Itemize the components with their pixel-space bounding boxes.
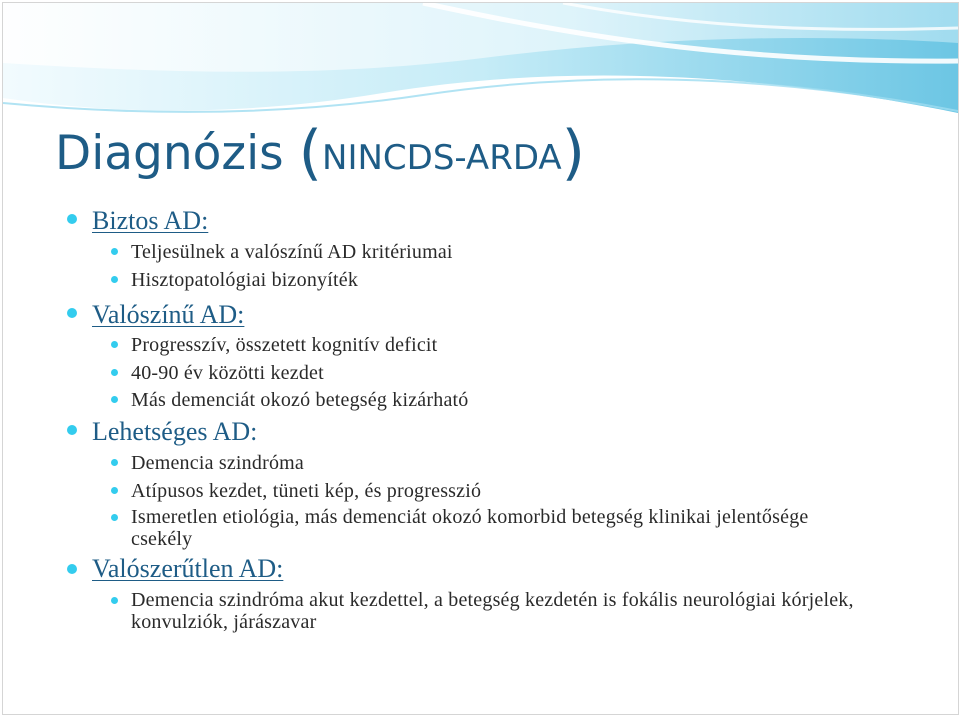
section-heading: Lehetséges AD:: [92, 417, 258, 446]
bullet-icon: [67, 564, 77, 574]
list-item: Progresszív, összetett kognitív deficit: [131, 334, 438, 356]
bullet-icon: [67, 308, 77, 318]
list-item: Hisztopatológiai bizonyíték: [131, 269, 359, 291]
bullet-icon: [111, 396, 118, 403]
bullet-icon: [111, 248, 118, 255]
section-heading: Valószerűtlen AD:: [92, 554, 284, 583]
bullet-icon: [111, 597, 118, 604]
bullet-icon: [111, 276, 118, 283]
bullet-content: [3, 3, 958, 714]
title-abbreviation: NINCDS-ARDA: [322, 138, 562, 178]
list-item: 40-90 év közötti kezdet: [131, 362, 324, 384]
bullet-icon: [67, 425, 77, 435]
section-heading: Biztos AD:: [92, 206, 209, 235]
bullet-icon: [111, 369, 118, 376]
bullet-icon: [111, 459, 118, 466]
title-paren-open: (: [298, 118, 323, 188]
bullet-icon: [111, 514, 118, 521]
list-item: Demencia szindróma akut kezdettel, a betegség kezdetén is fokális neurológiai kórjelek, konvulziók, járászavar: [131, 589, 854, 633]
title-main: Diagnózis: [55, 126, 299, 181]
list-item: Demencia szindróma: [131, 452, 304, 474]
list-item: Atípusos kezdet, tüneti kép, és progresszió: [131, 480, 482, 502]
list-item: Más demenciát okozó betegség kizárható: [131, 389, 469, 411]
list-item: Ismeretlen etiológia, más demenciát okozó komorbid betegség klinikai jelentősége csekély: [131, 506, 809, 550]
bullet-icon: [111, 341, 118, 348]
section-heading: Valószínű AD:: [92, 300, 245, 329]
bullet-icon: [111, 487, 118, 494]
title-paren-close: ): [561, 118, 586, 188]
slide: [2, 2, 959, 715]
list-item: Teljesülnek a valószínű AD kritériumai: [131, 241, 453, 263]
bullet-icon: [67, 214, 77, 224]
